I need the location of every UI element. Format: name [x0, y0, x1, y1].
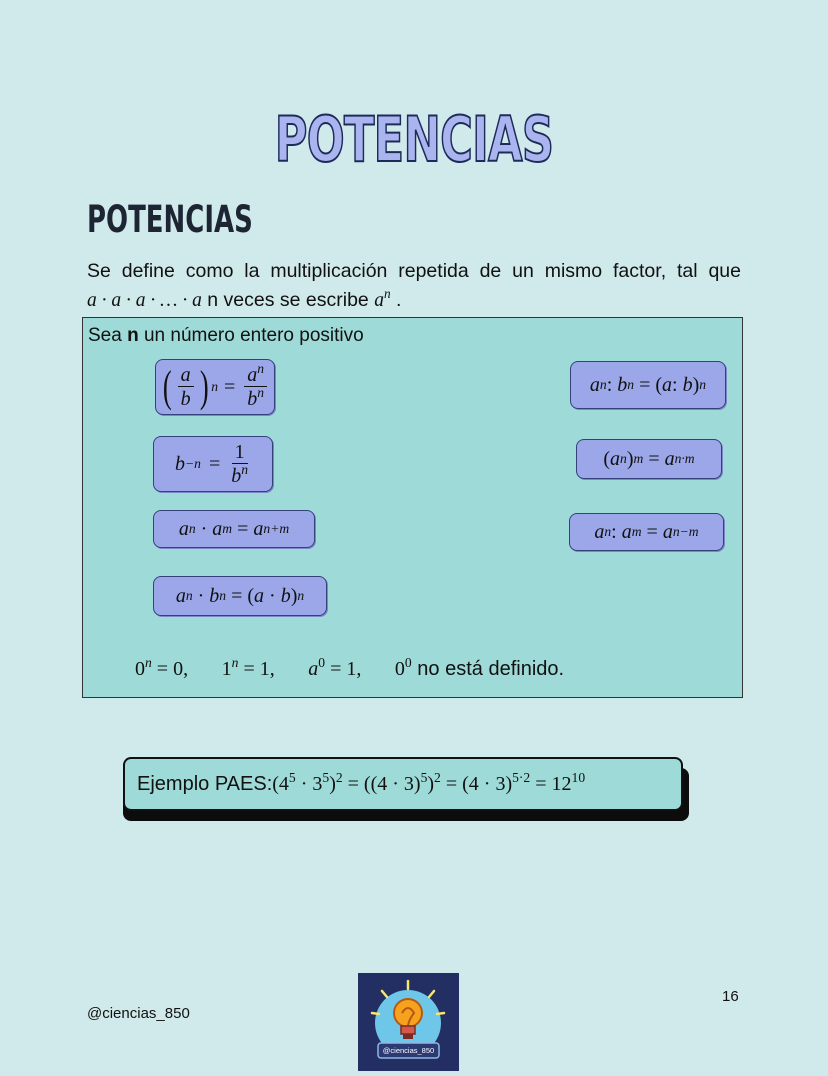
formula-negative-exponent: b −n = $\frac{1}{b^n}$: [153, 436, 273, 492]
power-notation: $a^n$: [374, 286, 391, 311]
formula-product-same-exponent: a n · b n = ( a · b ) n: [153, 576, 327, 616]
formula-division-same-base: a n : a m = a n−m: [569, 513, 724, 551]
zero-exponent: $a^0 = 1$,: [308, 654, 362, 680]
definition-line-1: Se define como la multiplicación repetida de un mismo factor, tal que: [87, 260, 741, 282]
footer-handle: @ciencias_850: [87, 1005, 190, 1022]
page-number: 16: [722, 988, 739, 1005]
logo-text: @ciencias_850: [382, 1046, 435, 1055]
one-power: $1^n = 1$,: [221, 654, 275, 680]
zero-to-zero: $0^0$: [394, 654, 412, 680]
example-box: [123, 757, 683, 811]
definition-text: [87, 257, 741, 315]
formula-quotient-power: ( $\frac{a}{b}$ ) n = $\frac{a^n}{b^n}$: [155, 359, 275, 415]
zero-power: $0^n = 0$,: [135, 654, 189, 680]
rules-intro: [88, 325, 364, 347]
page-title: POTENCIAS: [274, 103, 554, 176]
rules-box: [82, 317, 743, 698]
section-title: POTENCIAS: [87, 198, 253, 241]
formula-division-same-exponent: a n : b n = ( a : b ) n: [570, 361, 726, 409]
formula-product-same-base: a n · a m = a n+m: [153, 510, 315, 548]
intro-suffix: un número entero positivo: [138, 325, 364, 346]
repeated-product: a · a · a · … · a: [87, 290, 202, 311]
formula-power-of-power: ( a n ) m = a n·m: [576, 439, 722, 479]
definition-end: .: [390, 289, 402, 311]
logo: [358, 973, 459, 1071]
intro-prefix: Sea: [88, 325, 128, 346]
definition-line-2: [87, 286, 741, 315]
example-label: Ejemplo PAES:: [137, 772, 273, 795]
special-cases: [135, 654, 565, 681]
undefined-text: no está definido.: [417, 658, 565, 680]
definition-middle: n veces se escribe: [201, 289, 375, 311]
intro-variable: n: [127, 325, 139, 346]
example-expression: $(4^5 \cdot 3^5)^2 = ((4 \cdot 3)^5)^2 = (4 \cdot 3)^{5\cdot 2} = 12^{10}$: [272, 769, 586, 795]
